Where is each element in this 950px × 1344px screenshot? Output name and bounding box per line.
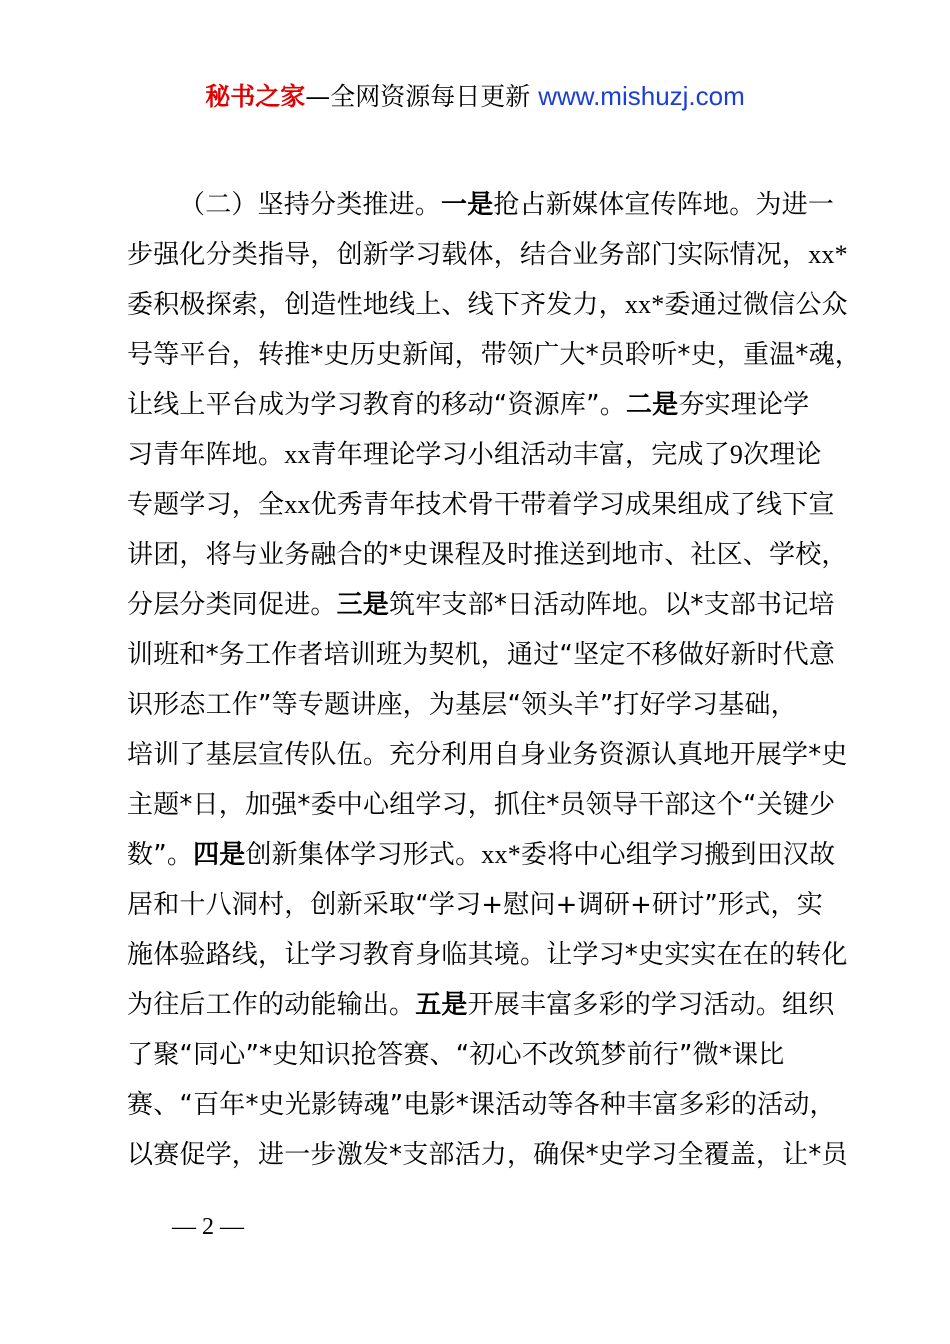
bold-marker: 一是 bbox=[441, 190, 494, 220]
text-run: 居和十八洞村，创新采取“学习+慰问+调研+研讨”形式，实 bbox=[127, 890, 823, 920]
text-run: 创新集体学习形式。 bbox=[245, 840, 482, 870]
text-line-11 bbox=[127, 680, 837, 730]
text-line-2 bbox=[127, 230, 848, 280]
text-run: 分层分类同促进。 bbox=[127, 590, 337, 620]
text-line-5 bbox=[127, 380, 837, 430]
text-line-9 bbox=[127, 580, 837, 630]
text-line-1 bbox=[127, 180, 837, 230]
text-run: 9 bbox=[729, 440, 744, 469]
site-url-link[interactable]: www.mishuzj.com bbox=[538, 81, 745, 111]
text-run: 训班和*务工作者培训班为契机，通过“坚定不移做好新时代意 bbox=[127, 640, 836, 670]
text-line-4 bbox=[127, 330, 862, 380]
text-run: 培训了基层宣传队伍。充分利用自身业务资源认真地开展学*史 bbox=[127, 740, 848, 770]
text-run: 次理论 bbox=[743, 440, 822, 470]
text-run: 夯实理论学 bbox=[678, 390, 810, 420]
text-run: 了聚“同心”*史知识抢答赛、“初心不改筑梦前行”微*课比 bbox=[127, 1040, 785, 1070]
page-header bbox=[0, 78, 950, 115]
text-run: 委将中心组学习搬到田汉故 bbox=[520, 840, 836, 870]
text-line-20 bbox=[127, 1130, 848, 1180]
text-run: 委通过微信公众 bbox=[664, 290, 848, 320]
text-line-16 bbox=[127, 930, 848, 980]
text-run: xx* bbox=[624, 290, 665, 319]
text-run: 让线上平台成为学习教育的移动“资源库”。 bbox=[127, 390, 626, 420]
text-run: 优秀青年技术骨干带着学习成果组成了线下宣 bbox=[310, 490, 835, 520]
text-run: 委积极探索，创造性地线上、线下齐发力， bbox=[127, 290, 625, 320]
text-run: 专题学习，全 bbox=[127, 490, 285, 520]
text-run: 数”。 bbox=[127, 840, 194, 870]
text-run: 为往后工作的动能输出。 bbox=[127, 990, 416, 1020]
text-line-12 bbox=[127, 730, 848, 780]
text-line-19 bbox=[127, 1080, 837, 1130]
text-line-13 bbox=[127, 780, 837, 830]
text-line-15 bbox=[127, 880, 837, 930]
text-run: xx bbox=[284, 440, 311, 469]
header-slogan: —全网资源每日更新 bbox=[305, 82, 539, 111]
text-line-7 bbox=[127, 480, 837, 530]
text-run: 施体验路线，让学习教育身临其境。让学习*史实实在在的转化 bbox=[127, 940, 848, 970]
text-run: 赛、“百年*史光影铸魂”电影*课活动等各种丰富多彩的活动， bbox=[127, 1090, 836, 1120]
text-run: xx* bbox=[808, 240, 848, 269]
text-line-18 bbox=[127, 1030, 837, 1080]
text-run: 以赛促学，进一步激发*支部活力，确保*史学习全覆盖，让*员 bbox=[127, 1140, 848, 1170]
text-run: 号等平台，转推*史历史新闻，带领广大*员聆听*史，重温*魂， bbox=[127, 340, 862, 370]
bold-marker: 三是 bbox=[336, 590, 390, 620]
text-line-14 bbox=[127, 830, 837, 880]
text-run: 筑牢支部*日活动阵地。以*支部书记培 bbox=[389, 590, 835, 620]
brand-name: 秘书之家 bbox=[205, 82, 306, 111]
text-run: 青年理论学习小组活动丰富，完成了 bbox=[310, 440, 730, 470]
bold-marker: 四是 bbox=[193, 840, 246, 870]
text-line-6 bbox=[127, 430, 837, 480]
text-line-3 bbox=[127, 280, 848, 330]
text-run: 抢占新媒体宣传阵地。为进一 bbox=[493, 190, 835, 220]
text-run: （二）坚持分类推进。 bbox=[179, 190, 442, 220]
page-number: — 2 — bbox=[172, 1214, 244, 1240]
text-run: xx bbox=[284, 490, 311, 519]
text-run: 习青年阵地。 bbox=[127, 440, 285, 470]
document-body bbox=[127, 180, 862, 1180]
text-line-10 bbox=[127, 630, 837, 680]
text-run: 讲团，将与业务融合的*史课程及时推送到地市、社区、学校， bbox=[127, 540, 848, 570]
text-line-17 bbox=[127, 980, 837, 1030]
text-run: 步强化分类指导，创新学习载体，结合业务部门实际情况， bbox=[127, 240, 809, 270]
text-run: xx* bbox=[481, 840, 521, 869]
bold-marker: 五是 bbox=[415, 990, 468, 1020]
text-line-8 bbox=[127, 530, 848, 580]
text-run: 主题*日，加强*委中心组学习，抓住*员领导干部这个“关键少 bbox=[127, 790, 836, 820]
text-run: 识形态工作”等专题讲座，为基层“领头羊”打好学习基础， bbox=[127, 690, 797, 720]
bold-marker: 二是 bbox=[625, 390, 679, 420]
text-run: 开展丰富多彩的学习活动。组织 bbox=[467, 990, 835, 1020]
